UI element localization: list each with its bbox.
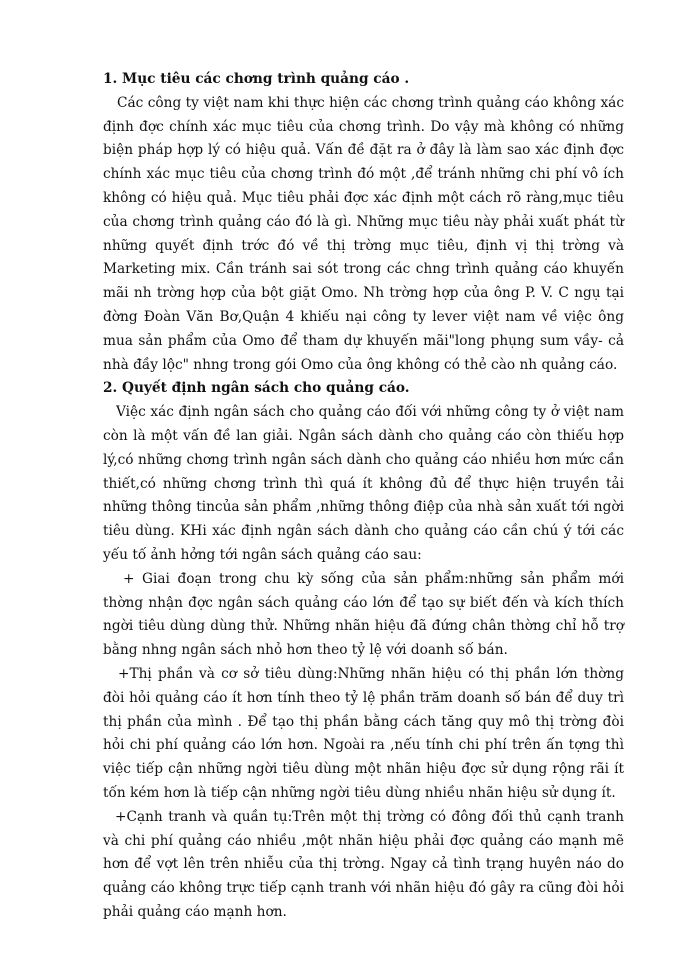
factor-product-lifecycle: + Giai đoạn trong chu kỳ sống của sản phẩm:những sản phẩm mới thờng nhận đợc ngân sách quảng cáo lớn để tạo sự biết đến và kích thích ngời tiêu dùng dùng thử. Những nhãn hiệu đã đứng chân thờng chỉ hỗ trợ bằng nhng ngân sách nhỏ hơn theo tỷ lệ với doanh số bán. bbox=[103, 570, 624, 659]
section-1-heading: 1. Mục tiêu các chơng trình quảng cáo . bbox=[103, 71, 410, 87]
section-2-heading: 2. Quyết định ngân sách cho quảng cáo. bbox=[103, 380, 410, 397]
factor-market-share: +Thị phần và cơ sở tiêu dùng:Những nhãn hiệu có thị phần lớn thờng đòi hỏi quảng cáo ít hơn tính theo tỷ lệ phần trăm doanh số bán để duy trì thị phần của mình . Để tạo thị phần bằng cách tăng quy mô thị trờng đòi hỏi chi phí quảng cáo lớn hơn. Ngoài ra ,nếu tính chi phí trên ấn tợng thì việc tiếp cận những ngời tiêu dùng một nhãn hiệu đợc sử dụng rộng rãi ít tốn kém hơn là tiếp cận những ngời tiêu dùng nhiều nhãn hiệu sử dụng ít. bbox=[103, 665, 624, 801]
factor-competition: +Cạnh tranh và quần tụ:Trên một thị trờng có đông đối thủ cạnh tranh và chi phí quảng cáo nhiều ,một nhãn hiệu phải đợc quảng cáo mạnh mẽ hơn để vợt lên trên nhiễu của thị trờng. Ngay cả tình trạng huyên náo do quảng cáo không trực tiếp cạnh tranh với nhãn hiệu đó gây ra cũng đòi hỏi phải quảng cáo mạnh hơn. bbox=[103, 808, 624, 920]
section-2-intro-paragraph: Việc xác định ngân sách cho quảng cáo đối với những công ty ở việt nam còn là một vấn đề lan giải. Ngân sách dành cho quảng cáo còn thiếu hợp lý,có những chơng trình ngân sách dành cho quảng cáo nhiều hơn mức cần thiết,có những chơng trình thì quá ít không đủ để thực hiện truyền tải những thông tincủa sản phẩm ,những thông điệp của nhà sản xuất tới ngời tiêu dùng. KHi xác định ngân sách dành cho quảng cáo cần chú ý tới các yếu tố ảnh hởng tới ngân sách quảng cáo sau: bbox=[103, 404, 624, 563]
section-1-paragraph: Các công ty việt nam khi thực hiện các chơng trình quảng cáo không xác định đợc chính xác mục tiêu của chơng trình. Do vậy mà không có những biện pháp hợp lý có hiệu quả. Vấn đề đặt ra ở đây là làm sao xác định đợc chính xác mục tiêu của chơng trình đó một ,để tránh những chi phí vô ích không có hiệu quả. Mục tiêu phải đợc xác định một cách rõ ràng,mục tiêu của chơng trình quảng cáo đó là gì. Những mục tiêu này phải xuất phát từ những quyết định trớc đó về thị trờng mục tiêu, định vị thị trờng và Marketing mix. Cần tránh sai sót trong các chng trình quảng cáo khuyến mãi nh trờng hợp của bột giặt Omo. Nh trờng hợp của ông P. V. C ngụ tại đờng Đoàn Văn Bơ,Quận 4 khiếu nại công ty lever việt nam về việc ông mua sản phẩm của Omo để tham dự khuyến mãi"long phụng sum vầy- cả nhà đầy lộc" nhng trong gói Omo của ông không có thẻ cào nh quảng cáo. bbox=[103, 94, 624, 373]
